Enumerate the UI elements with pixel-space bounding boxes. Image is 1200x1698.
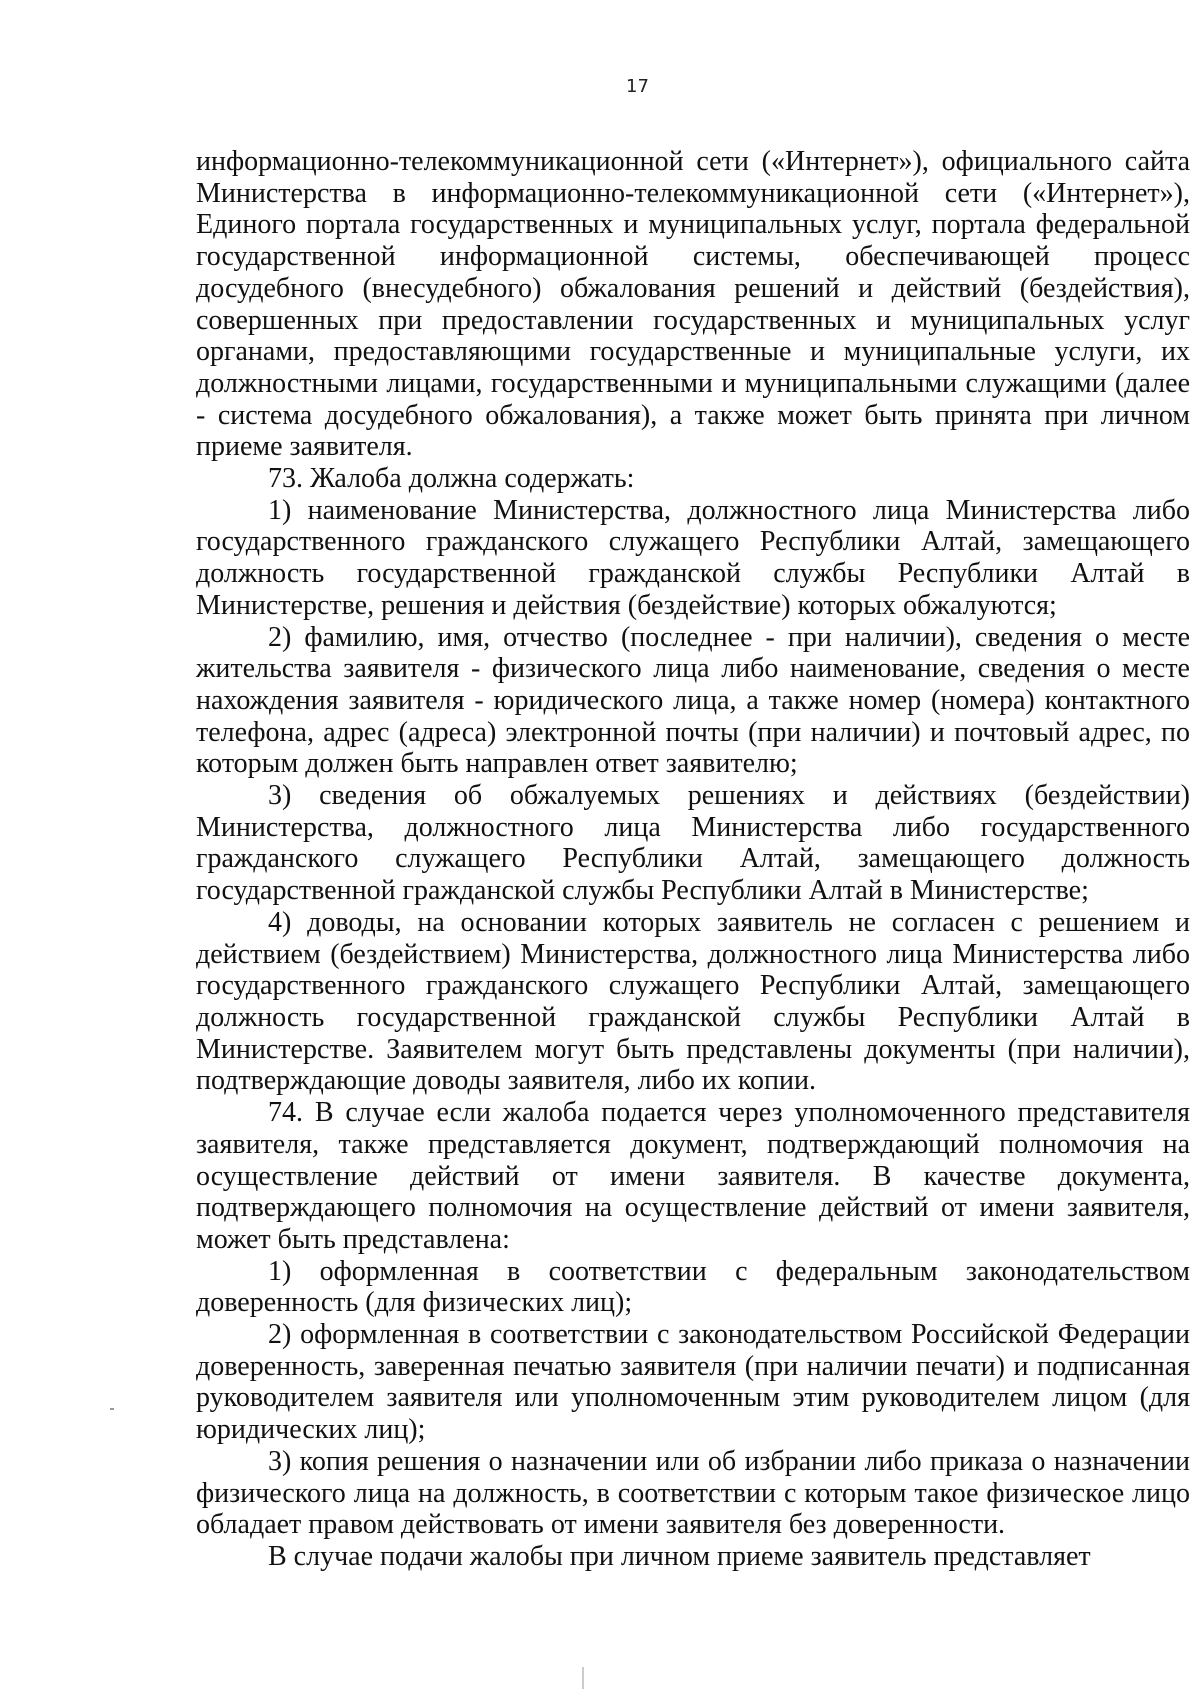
page-number: 17 [626, 76, 649, 97]
paragraph-74-item-3: 3) копия решения о назначении или об избрании либо приказа о назначении физического лица на должность, в соответствии с которым такое физическое лицо обладает правом действовать от имени заявителя без доверенности. [196, 1445, 1190, 1541]
paragraph-73-item-3: 3) сведения об обжалуемых решениях и действиях (бездействии) Министерства, должностного лица Министерства либо государственного гражданского служащего Республики Алтай, замещающего должность государственной гражданской службы Республики Алтай в Министерстве; [196, 780, 1190, 907]
scan-artifact [582, 1667, 584, 1689]
paragraph-73-item-1: 1) наименование Министерства, должностного лица Министерства либо государственного гражданского служащего Республики Алтай, замещающего должность государственной гражданской службы Республики Алтай в Министерстве, решения и действия (бездействие) которых обжалуются; [196, 494, 1190, 621]
paragraph-73: 73. Жалоба должна содержать: [268, 463, 635, 495]
paragraph-personal-reception: В случае подачи жалобы при личном приеме заявитель представляет [268, 1540, 1091, 1572]
document-body [196, 146, 1190, 1573]
paragraph-73-item-4: 4) доводы, на основании которых заявитель не согласен с решением и действием (бездействием) Министерства, должностного лица Министерства либо государственного гражданского служащего Республики Алтай, замещающего должность государственной гражданской службы Республики Алтай в Министерстве. Заявителем могут быть представлены документы (при наличии), подтверждающие доводы заявителя, либо их копии. [196, 906, 1190, 1097]
paragraph-74-item-2: 2) оформленная в соответствии с законодательством Российской Федерации доверенность, заверенная печатью заявителя (при наличии печати) и подписанная руководителем заявителя или уполномоченным этим руководителем лицом (для юридических лиц); [196, 1319, 1190, 1446]
paragraph-74: 74. В случае если жалоба подается через уполномоченного представителя заявителя, также представляется документ, подтверждающий полномочия на осуществление действий от имени заявителя. В качестве документа, подтверждающего полномочия на осуществление действий от имени заявителя, может быть представлена: [196, 1097, 1190, 1255]
paragraph-continuation: информационно-телекоммуникационной сети («Интернет»), официального сайта Министерства в информационно-телекоммуникационной сети («Интернет»), Единого портала государственных и муниципальных услуг, портала федеральной государственной информационной системы, обеспечивающей процесс досудебного (внесудебного) обжалования решений и действий (бездействия), совершенных при предоставлении государственных и муниципальных услуг органами, предоставляющими государственные и муниципальные услуги, их должностными лицами, государственными и муниципальными служащими (далее - система досудебного обжалования), а также может быть принята при личном приеме заявителя. [196, 146, 1190, 463]
paragraph-73-item-2: 2) фамилию, имя, отчество (последнее - при наличии), сведения о месте жительства заявителя - физического лица либо наименование, сведения о месте нахождения заявителя - юридического лица, а также номер (номера) контактного телефона, адрес (адреса) электронной почты (при наличии) и почтовый адрес, по которым должен быть направлен ответ заявителю; [196, 621, 1190, 780]
paragraph-74-item-1: 1) оформленная в соответствии с федеральным законодательством доверенность (для физических лиц); [196, 1255, 1190, 1319]
scan-artifact [110, 1408, 114, 1410]
